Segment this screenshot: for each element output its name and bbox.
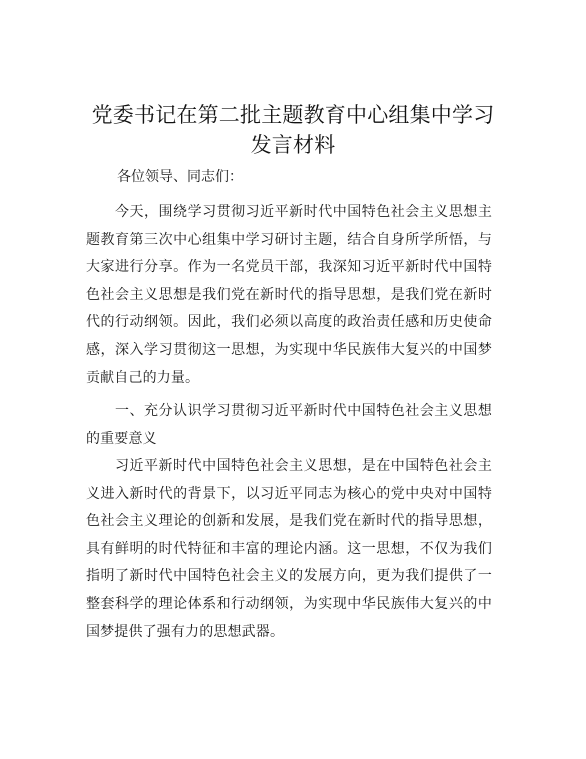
section-heading: 一、充分认识学习贯彻习近平新时代中国特色社会主义思想的重要意义 [86,403,492,447]
paragraph-body: 习近平新时代中国特色社会主义思想，是在中国特色社会主义进入新时代的背景下，以习近平同志为核心的党中央对中国特色社会主义理论的创新和发展，是我们党在新时代的指导思想，具有鲜明的时代特征和丰富的理论内涵。这一思想，不仅为我们指明了新时代中国特色社会主义的发展方向，更为我们提供了一整套科学的理论体系和行动纲领，为实现中华民族伟大复兴的中国梦提供了强有力的思想武器。 [86,458,492,640]
paragraph-intro: 今天，围绕学习贯彻习近平新时代中国特色社会主义思想主题教育第三次中心组集中学习研讨主题，结合自身所学所悟，与大家进行分享。作为一名党员干部，我深知习近平新时代中国特色社会主义思想是我们党在新时代的指导思想，是我们党在新时代的行动纲领。因此，我们必须以高度的政治责任感和历史使命感，深入学习贯彻这一思想，为实现中华民族伟大复兴的中国梦贡献自己的力量。 [86,204,492,386]
greeting-line: 各位领导、同志们： [117,169,243,185]
document-title: 党委书记在第二批主题教育中心组集中学习发言材料 [91,103,495,157]
